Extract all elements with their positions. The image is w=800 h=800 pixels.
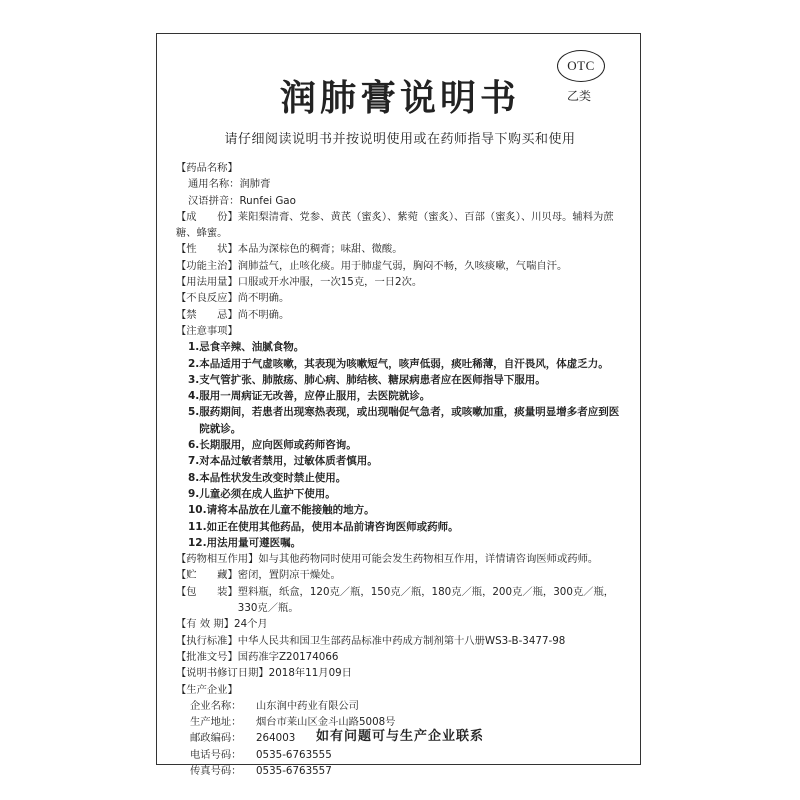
precaution-number: 3. [188,373,200,386]
precaution-item [176,339,626,355]
manufacturer-field-value: 0535-6763555 [256,748,332,761]
manufacturer-field-value: 264003 [256,732,296,745]
dosage-label: 【用法用量】 [176,276,238,289]
interactions-value: 如与其他药物同时使用可能会发生药物相互作用，详情请咨询医师或药师。 [258,553,599,566]
standard-value: 中华人民共和国卫生部药品标准中药成方制剂第十八册WS3-B-3477-98 [237,634,566,647]
pinyin-row [176,193,626,209]
ingredients-text [176,209,626,242]
precaution-number: 11. [188,520,207,533]
manufacturer-field-label: 电话号码： [190,748,242,761]
package-label: 【包 装】 [176,585,238,598]
interactions-row [176,551,626,567]
dosage-row [176,274,626,290]
precautions-list [176,339,626,551]
manufacturer-field [176,763,626,779]
package-row [176,584,626,617]
precaution-item [176,437,626,453]
approval-row [176,649,626,665]
standard-label: 【执行标准】 [176,634,238,647]
ingredients-label: 【成 份】 [176,210,238,223]
manufacturer-field-value: 0535-6763557 [256,764,332,777]
drug-category: 乙类 [567,89,592,103]
generic-name-label: 通用名称： [188,178,240,191]
precaution-text: 服药期间，若患者出现寒热表现，或出现喘促气急者，或咳嗽加重，痰量明显增多者应到医院就诊。 [199,406,620,435]
precautions-label: 【注意事项】 [176,324,238,337]
appearance-label: 【性 状】 [176,243,238,256]
manufacturer-field [176,698,626,714]
precaution-item [176,388,626,404]
manufacturer-field-value: 烟台市莱山区金斗山路5008号 [256,716,396,729]
precaution-number: 4. [188,390,200,403]
adverse-reactions-label: 【不良反应】 [176,292,238,305]
precaution-number: 12. [188,536,207,549]
manufacturer-field-value: 山东润中药业有限公司 [256,699,359,712]
precaution-text: 忌食辛辣、油腻食物。 [199,341,305,354]
otc-badge: OTC [557,50,605,82]
validity-label: 【有 效 期】 [176,618,235,631]
precaution-item [176,470,626,486]
precaution-text: 用法用量可遵医嘱。 [206,536,302,549]
ingredients-value: 莱阳梨清膏、党参、黄芪（蜜炙）、紫菀（蜜炙）、百部（蜜炙）、川贝母。辅料为蔗糖、蜂蜜。 [176,210,614,240]
footer-contact-note: 如有问题可与生产企业联系 [315,729,484,744]
validity-value: 24个月 [234,618,268,631]
pinyin-value: Runfei Gao [239,194,296,207]
manufacturer-heading [176,682,626,698]
precautions-heading [176,323,626,339]
precaution-item [176,453,626,469]
generic-name-row [176,176,626,192]
precaution-item [176,404,626,437]
precaution-text: 如正在使用其他药品，使用本品前请咨询医师或药师。 [206,520,459,533]
indications-label: 【功能主治】 [176,259,238,272]
manufacturer-label: 【生产企业】 [176,683,238,696]
dosage-value: 口服或开水冲服，一次15克，一日2次。 [237,276,423,289]
standard-row [176,633,626,649]
precaution-text: 对本品过敏者禁用，过敏体质者慎用。 [199,455,378,468]
revision-value: 2018年11月09日 [268,667,352,680]
contraindications-value: 尚不明确。 [237,308,290,321]
precaution-item [176,372,626,388]
appearance-value: 本品为深棕色的稠膏；味甜、微酸。 [237,243,403,256]
precaution-number: 9. [188,487,200,500]
approval-label: 【批准文号】 [176,650,238,663]
precaution-text: 服用一周病证无改善，应停止服用，去医院就诊。 [199,390,431,403]
precaution-item [176,502,626,518]
precaution-text: 本品适用于气虚咳嗽，其表现为咳嗽短气，咳声低弱，痰吐稀薄，自汗畏风，体虚乏力。 [199,357,609,370]
contraindications-label: 【禁 忌】 [176,308,238,321]
precaution-number: 10. [188,504,207,517]
validity-row [176,616,626,632]
appearance-row [176,241,626,257]
precaution-number: 8. [188,471,200,484]
precaution-number: 6. [188,439,200,452]
precaution-item [176,519,626,535]
precaution-text: 儿童必须在成人监护下使用。 [199,487,336,500]
precaution-item [176,356,626,372]
precaution-number: 7. [188,455,200,468]
adverse-reactions-row [176,290,626,306]
storage-value: 密闭，置阴凉干燥处。 [237,569,341,582]
indications-row [176,258,626,274]
drug-name-heading [176,160,626,176]
precaution-text: 长期服用，应向医师或药师咨询。 [199,439,357,452]
leaflet-content [176,160,626,779]
manufacturer-field-label: 生产地址： [190,716,242,729]
indications-value: 润肺益气，止咳化痰。用于肺虚气弱，胸闷不畅，久咳痰嗽，气喘自汗。 [237,259,568,272]
storage-row [176,567,626,583]
manufacturer-field-label: 邮政编码： [190,732,242,745]
precaution-text: 本品性状发生改变时禁止使用。 [199,471,347,484]
storage-label: 【贮 藏】 [176,569,238,582]
revision-label: 【说明书修订日期】 [176,667,269,680]
precaution-number: 5. [188,406,200,419]
interactions-label: 【药物相互作用】 [176,553,259,566]
manufacturer-field [176,747,626,763]
adverse-reactions-value: 尚不明确。 [237,292,290,305]
ingredients-row [176,209,626,242]
document-subtitle: 请仔细阅读说明书并按说明使用或在药师指导下购买和使用 [224,132,576,147]
precaution-text: 请将本品放在儿童不能接触的地方。 [206,504,375,517]
generic-name-value: 润肺膏 [239,178,271,191]
pinyin-label: 汉语拼音： [188,194,240,207]
revision-row [176,665,626,681]
precaution-item [176,535,626,551]
manufacturer-field-label: 企业名称： [190,699,242,712]
contraindications-row [176,307,626,323]
approval-value: 国药准字Z20174066 [237,650,339,663]
precaution-number: 1. [188,341,200,354]
drug-name-label: 【药品名称】 [176,162,238,174]
precaution-number: 2. [188,357,200,370]
manufacturer-field-label: 传真号码： [190,764,242,777]
precaution-item [176,486,626,502]
package-value: 塑料瓶，纸盒，120克／瓶，150克／瓶，180克／瓶，200克／瓶，300克／瓶，330克／瓶。 [237,585,615,615]
precaution-text: 支气管扩张、肺脓疡、肺心病、肺结核、糖尿病患者应在医师指导下服用。 [199,373,546,386]
document-title: 润肺膏说明书 [279,77,520,119]
